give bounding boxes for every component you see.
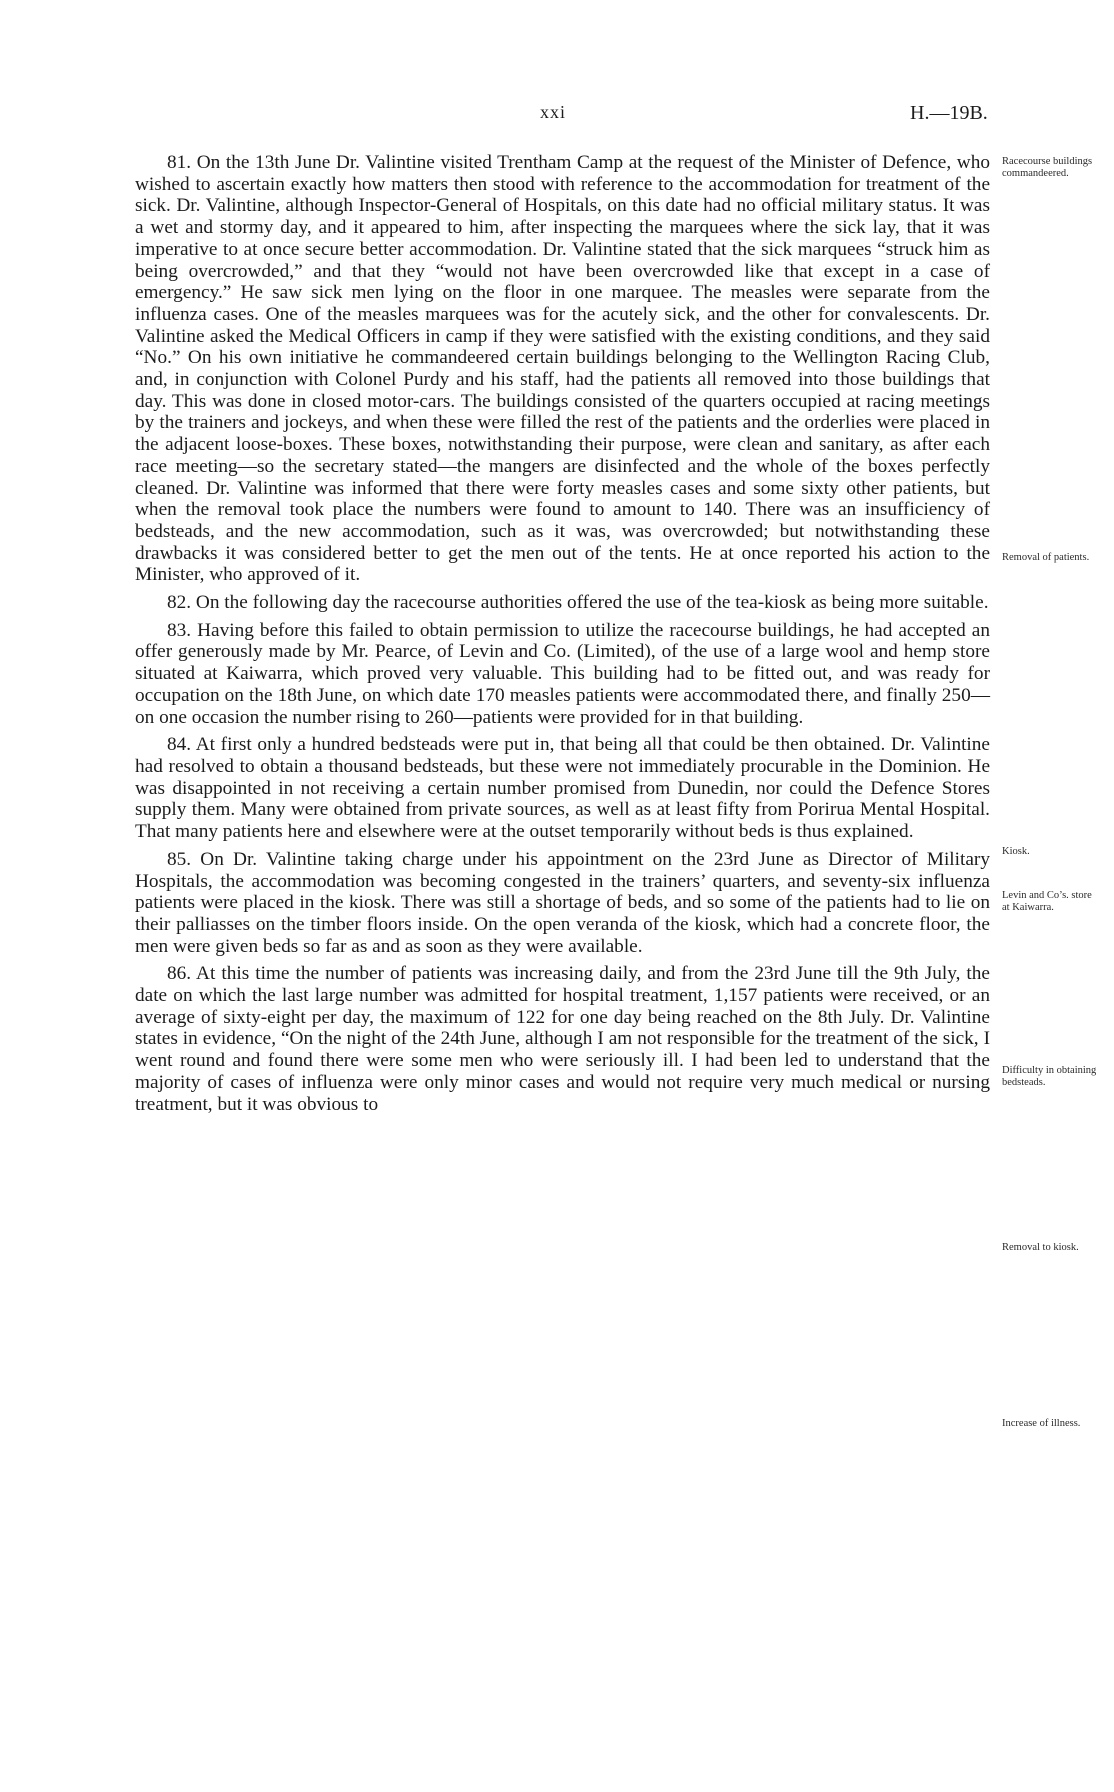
paragraph-81: 81. On the 13th June Dr. Valintine visited Trentham Camp at the request of the Minister of Defence, who wished to ascertain exactly how matters then stood with reference to the accommodation for treatment of the sick. Dr. Valintine, although Inspector-General of Hospitals, on this date had no official military status. It was a wet and stormy day, and it appeared to him, after inspecting the marquees where the sick lay, that it was imperative to at once secure better accommodation. Dr. Valintine stated that the sick marquees “struck him as being overcrowded,” and that they “would not have been overcrowded like that except in a case of emergency.” He saw sick men lying on the floor in one marquee. The measles were separate from the influenza cases. One of the measles marquees was for the acutely sick, and the other for convalescents. Dr. Valintine asked the Medical Officers in camp if they were satisfied with the existing conditions, and they said “No.” On his own initiative he commandeered certain buildings belonging to the Wellington Racing Club, and, in conjunction with Colonel Purdy and his staff, had the patients all removed into those buildings that day. This was done in closed motor-cars. The buildings consisted of the quarters occupied at racing meetings by the trainers and jockeys, and when these were filled the rest of the patients and the orderlies were placed in the adjacent loose-boxes. These boxes, notwithstanding their purpose, were clean and sanitary, as after each race meeting—so the secretary stated—the mangers are disinfected and the whole of the boxes perfectly cleaned. Dr. Valintine was informed that there were forty measles cases and some sixty other patients, but when the removal took place the numbers were found to amount to 140. There was an insufficiency of bedsteads, and the new accommodation, such as it was, was overcrowded; but notwithstanding these drawbacks it was considered better to get the men out of the tents. He at once reported his action to the Minister, who approved of it.	[135, 152, 990, 586]
page-header	[0, 102, 1114, 132]
report-body	[135, 152, 990, 1121]
paragraph-86: 86. At this time the number of patients was increasing daily, and from the 23rd June till the 9th July, the date on which the last large number was admitted for hospital treatment, 1,157 patients were received, or an average of sixty-eight per day, the maximum of 122 for one day being reached on the 8th July. Dr. Valintine states in evidence, “On the night of the 24th June, although I am not responsible for the treatment of the sick, I went round and found there were some men who were seriously ill. I had been led to understand that the majority of cases of influenza were only minor cases and would not require very much medical or nursing treatment, but it was obvious to	[135, 963, 990, 1115]
margin-note-increase-of-illness: Increase of illness.	[1002, 1418, 1081, 1429]
margin-note-racecourse: Racecourse buildings commandeered.	[1002, 156, 1093, 179]
margin-note-removal-to-kiosk: Removal to kiosk.	[1002, 1242, 1079, 1253]
paragraph-85: 85. On Dr. Valintine taking charge under his appointment on the 23rd June as Director of Military Hospitals, the accommodation was becoming congested in the trainers’ quarters, and seventy-six influenza patients were placed in the kiosk. There was still a shortage of beds, and so some of the patients had to lie on their palliasses on the timber floors inside. On the open veranda of the kiosk, which had a concrete floor, the men were given beds so far as and as soon as they were available.	[135, 848, 990, 957]
margin-note-kiosk: Kiosk.	[1002, 846, 1030, 857]
paragraph-84: 84. At first only a hundred bedsteads were put in, that being all that could be then obtained. Dr. Valintine had resolved to obtain a thousand bedsteads, but these were not immediately procurable in the Dominion. He was disappointed in not receiving a certain number promised from Dunedin, nor could the Defence Stores supply them. Many were obtained from private sources, as well as at least fifty from Porirua Mental Hospital. That many patients here and elsewhere were at the outset temporarily without beds is thus explained.	[135, 734, 990, 843]
document-reference: H.—19B.	[910, 102, 988, 124]
margin-note-levin-store: Levin and Co’s. store at Kaiwarra.	[1002, 890, 1092, 913]
page-number: xxi	[540, 102, 567, 122]
margin-note-removal-of-patients: Removal of patients.	[1002, 552, 1090, 563]
paragraph-82: 82. On the following day the racecourse authorities offered the use of the tea-kiosk as being more suitable.	[167, 592, 989, 614]
margin-note-bedsteads: Difficulty in obtaining bedsteads.	[1002, 1065, 1097, 1088]
paragraph-83: 83. Having before this failed to obtain permission to utilize the racecourse buildings, he had accepted an offer generously made by Mr. Pearce, of Levin and Co. (Limited), of the use of a large wool and hemp store situated at Kaiwarra, which proved very valuable. This building had to be fitted out, and was ready for occupation on the 18th June, on which date 170 measles patients were accommodated there, and finally 250—on one occasion the number rising to 260—patients were provided for in that building.	[135, 619, 990, 728]
